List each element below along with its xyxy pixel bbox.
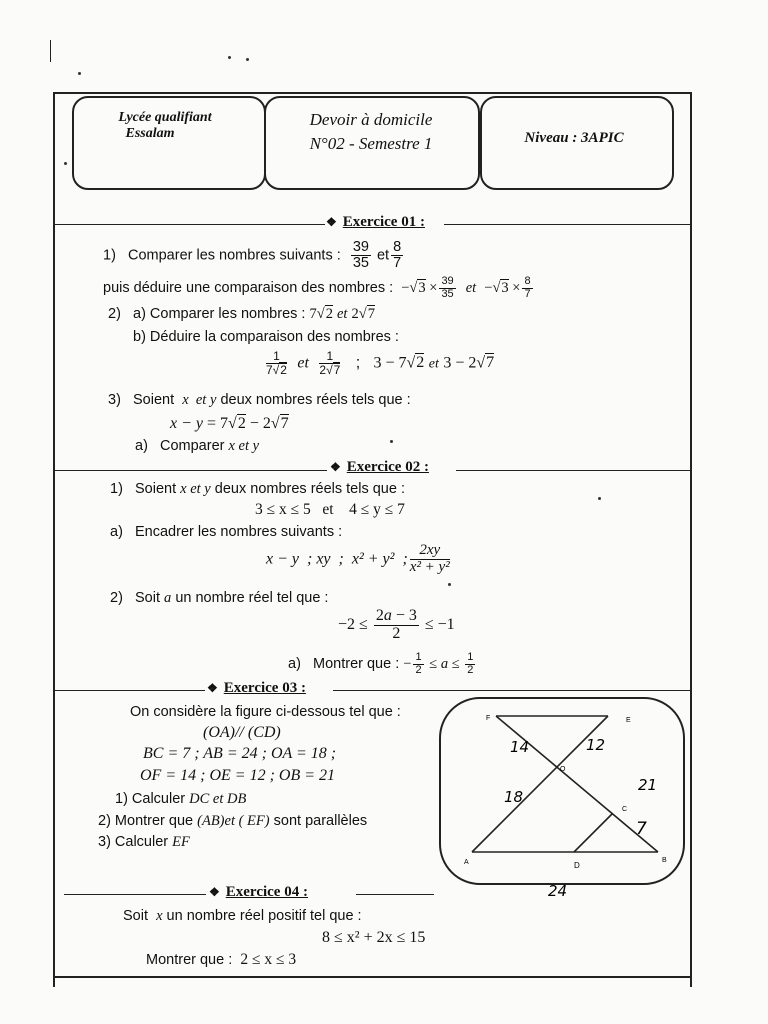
speck: [64, 162, 67, 165]
speck: [246, 58, 249, 61]
right-border: [690, 92, 692, 987]
length-7-label: 7: [636, 819, 647, 839]
bottom-border: [53, 976, 692, 978]
ex4-rule-right: [356, 894, 434, 895]
ex1-rule-right: [444, 224, 690, 225]
point-b-label: B: [662, 857, 667, 864]
ex2-rule-left: [55, 470, 327, 471]
ex3-q3: 3) Calculer EF: [98, 834, 190, 850]
ex4-title: ❖ Exercice 04 :: [209, 884, 308, 900]
ex4-ineq: 8 ≤ x² + 2x ≤ 15: [322, 929, 426, 946]
ex3-rule-left: [55, 690, 205, 691]
ex3-parallel: (OA)// (CD): [203, 724, 281, 741]
ex3-q1: 1) Calculer DC et DB: [115, 791, 247, 807]
speck: [78, 72, 81, 75]
segment-fb: [496, 716, 658, 852]
ex3-q2: 2) Montrer que (AB)et ( EF) sont parallèles: [98, 813, 368, 829]
ex2-q2-ineq: −2 ≤ $\frac{2a - 3}{2}$ ≤ −1: [338, 607, 455, 642]
ex2-q1-ineq: 3 ≤ x ≤ 5 et 4 ≤ y ≤ 7: [255, 501, 405, 518]
ex2-rule-right: [456, 470, 690, 471]
length-12-label: 12: [586, 736, 606, 754]
point-f-label: F: [486, 715, 491, 722]
ex4-rule-left: [64, 894, 206, 895]
length-14-label: 14: [510, 738, 530, 756]
speck: [228, 56, 231, 59]
diamond-icon: ❖: [209, 885, 220, 899]
ex1-rule-left: [55, 224, 325, 225]
ex1-title: ❖ Exercice 01 :: [326, 214, 425, 230]
point-o-label: O: [560, 766, 566, 773]
diamond-icon: ❖: [330, 460, 341, 474]
length-18-label: 18: [504, 788, 524, 806]
point-a-label: A: [464, 859, 469, 866]
ex1-q3a: a) Comparer x et y: [135, 438, 260, 454]
ex3-figure: [436, 694, 688, 900]
point-d-label: D: [574, 861, 580, 870]
corner-mark: [50, 40, 51, 62]
left-border: [53, 92, 55, 987]
ex1-q2b: b) Déduire la comparaison des nombres :: [133, 329, 399, 345]
diamond-icon: ❖: [207, 681, 218, 695]
speck: [598, 497, 601, 500]
ex1-q3-eq: x − y = 7√2 − 2√7: [170, 415, 289, 432]
diamond-icon: ❖: [326, 215, 337, 229]
ex3-values-1: BC = 7 ; AB = 24 ; OA = 18 ;: [143, 745, 337, 762]
devoir-title: Devoir à domicile N°02 - Semestre 1: [309, 110, 433, 153]
speck: [390, 440, 393, 443]
ex2-q2a: a) Montrer que : − $\frac{1}{2}$ ≤ a ≤ $\frac{1}{2}$: [288, 651, 474, 676]
ex2-q1: 1) Soient x et y deux nombres réels tels que :: [110, 481, 405, 497]
ex3-values-2: OF = 14 ; OE = 12 ; OB = 21: [140, 767, 336, 784]
niveau-label: Niveau : 3APIC: [524, 130, 624, 146]
length-24-label: 24: [548, 882, 568, 900]
ex1-q1-deduce: puis déduire une comparaison des nombres : −√3 × $\frac{39}{35}$ et −√3 × $\frac{8}{7}$: [103, 275, 531, 300]
ex1-q2a: 2) a) Comparer les nombres : 7√2 et 2√7: [108, 306, 375, 322]
top-border: [53, 92, 692, 94]
ex2-qa: a) Encadrer les nombres suivants :: [110, 524, 343, 540]
length-21-label: 21: [638, 776, 658, 794]
ex1-q1: 1) Comparer les nombres suivants : $\frac{39}{35}$ et $\frac{8}{7}$: [103, 239, 402, 272]
segment-cd: [574, 814, 612, 852]
ex4-show: Montrer que : 2 ≤ x ≤ 3: [146, 951, 297, 968]
point-e-label: E: [626, 717, 631, 724]
point-c-label: C: [622, 806, 628, 813]
school-name: Lycée qualifiant Essalam: [118, 110, 212, 141]
ex2-qa-expr: x − y ; xy ; x² + y² ; $\frac{2xy}{\text{x² + y²}}$: [266, 542, 450, 575]
ex1-q2b-expr: $\frac{1}{7√2}$ et $\frac{1}{2√7}$ ; 3 − 7√2 et 3 − 2√7: [266, 349, 495, 377]
ex2-q2: 2) Soit a un nombre réel tel que :: [110, 590, 329, 606]
ex2-title: ❖ Exercice 02 :: [330, 459, 429, 475]
speck: [448, 583, 451, 586]
ex3-rule-right: [333, 690, 690, 691]
ex1-q3: 3) Soient x et y deux nombres réels tels que :: [108, 392, 411, 408]
ex3-intro: On considère la figure ci-dessous tel que :: [130, 704, 401, 720]
ex4-intro: Soit x un nombre réel positif tel que :: [123, 908, 362, 924]
ex3-title: ❖ Exercice 03 :: [207, 680, 306, 696]
